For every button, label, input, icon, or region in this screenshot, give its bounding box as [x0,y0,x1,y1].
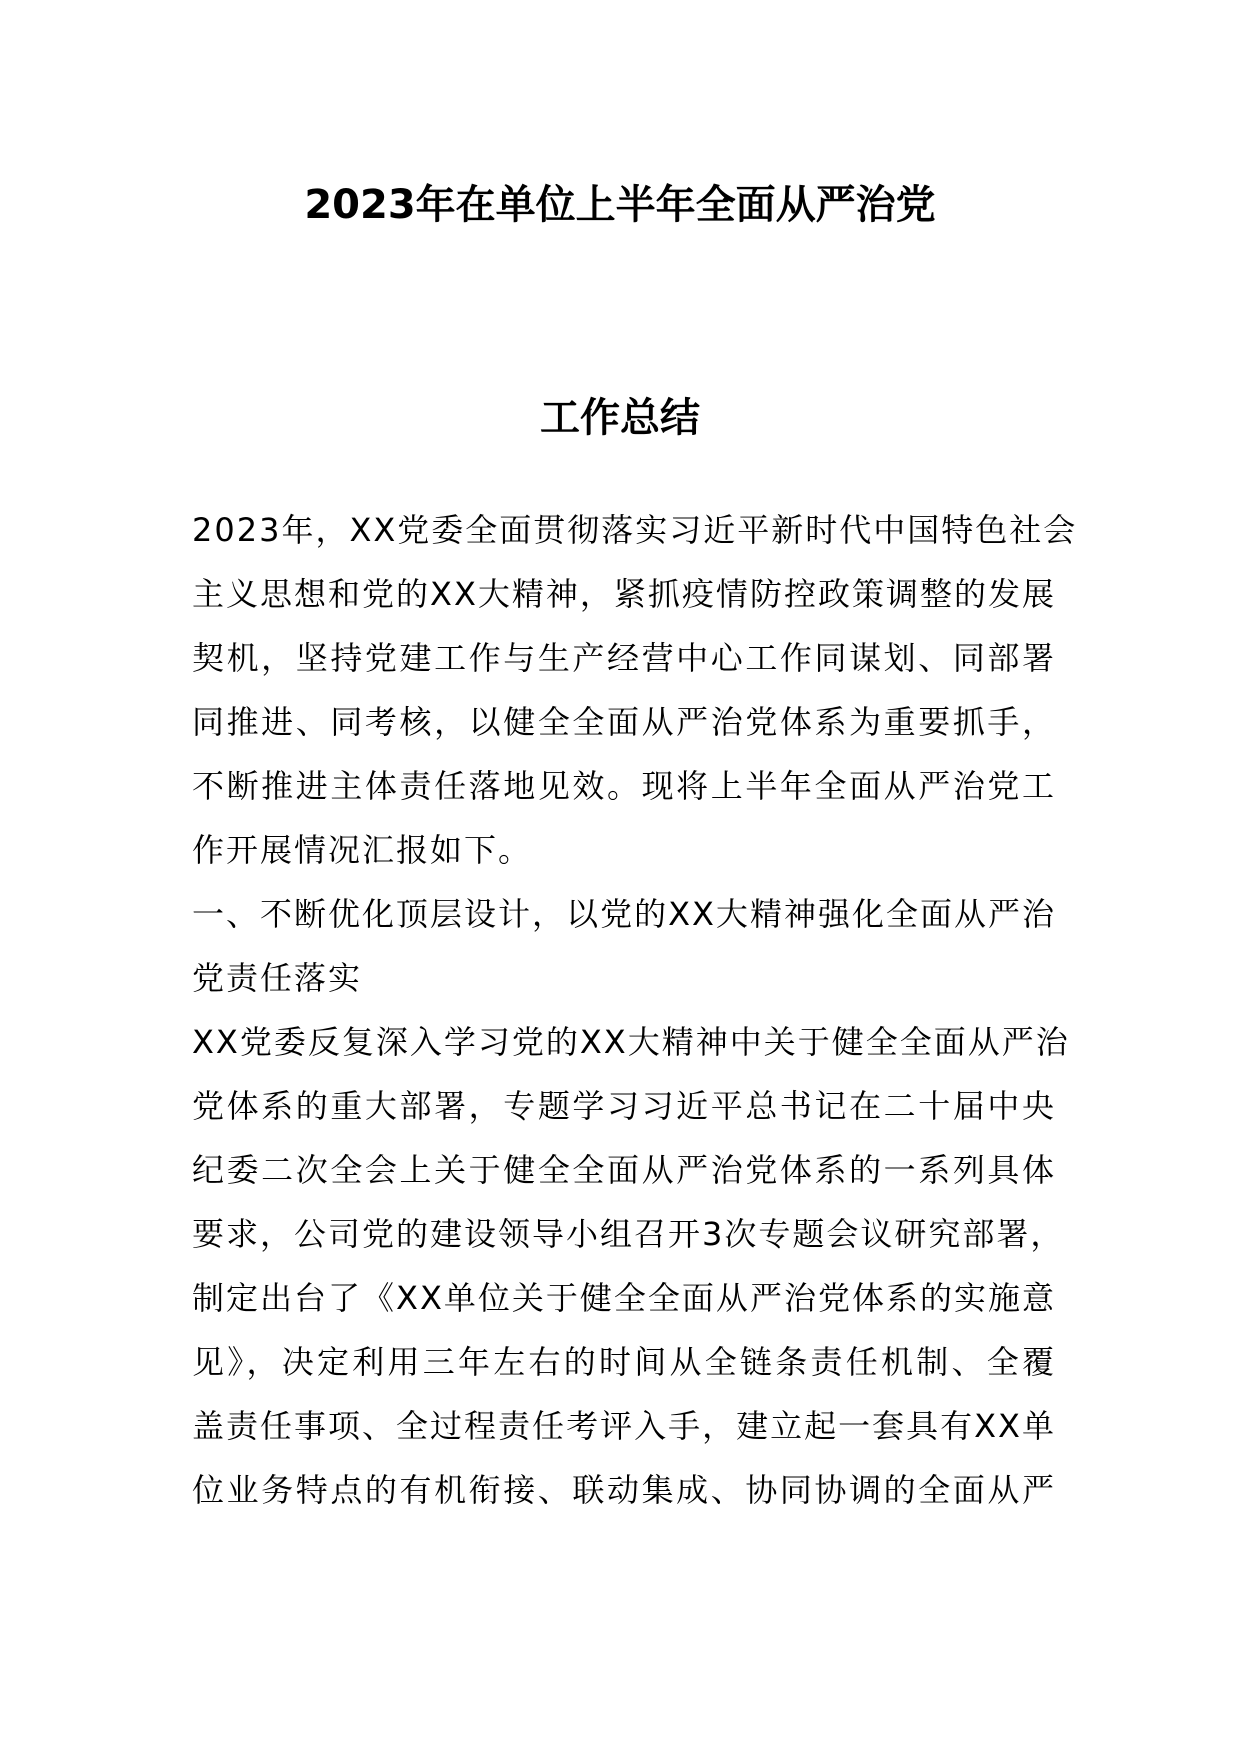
intro-paragraph-line: 2023年，XX党委全面贯彻落实习近平新时代中国特色社会 [192,511,1078,549]
intro-paragraph-line: 主义思想和党的XX大精神，紧抓疫情防控政策调整的发展 [192,575,1056,613]
section-1-body-line: XX党委反复深入学习党的XX大精神中关于健全全面从严治 [192,1023,1070,1061]
intro-paragraph-line: 不断推进主体责任落地见效。现将上半年全面从严治党工 [192,767,1056,805]
section-1-body-line: 见》，决定利用三年左右的时间从全链条责任机制、全覆 [192,1343,1056,1381]
section-1-heading-line: 党责任落实 [192,959,363,997]
section-1-body-line: 盖责任事项、全过程责任考评入手，建立起一套具有XX单 [192,1407,1056,1445]
section-1-body-line: 党体系的重大部署，专题学习习近平总书记在二十届中央 [192,1087,1056,1125]
intro-paragraph-line: 同推进、同考核，以健全全面从严治党体系为重要抓手， [192,703,1056,741]
document-title-line-1: 2023年在单位上半年全面从严治党 [304,182,936,228]
section-1-body-line: 纪委二次全会上关于健全全面从严治党体系的一系列具体 [192,1151,1056,1189]
section-1-body-line: 要求，公司党的建设领导小组召开3次专题会议研究部署， [192,1215,1065,1253]
document-body [192,498,1078,1522]
document-title-line-2: 工作总结 [540,395,700,441]
section-1-body-line: 制定出台了《XX单位关于健全全面从严治党体系的实施意 [192,1279,1056,1317]
intro-paragraph-line: 作开展情况汇报如下。 [192,831,533,869]
section-1-body-line: 位业务特点的有机衔接、联动集成、协同协调的全面从严 [192,1471,1056,1509]
intro-paragraph-line: 契机，坚持党建工作与生产经营中心工作同谋划、同部署 [192,639,1056,677]
section-1-heading-line: 一、不断优化顶层设计，以党的XX大精神强化全面从严治 [192,895,1056,933]
